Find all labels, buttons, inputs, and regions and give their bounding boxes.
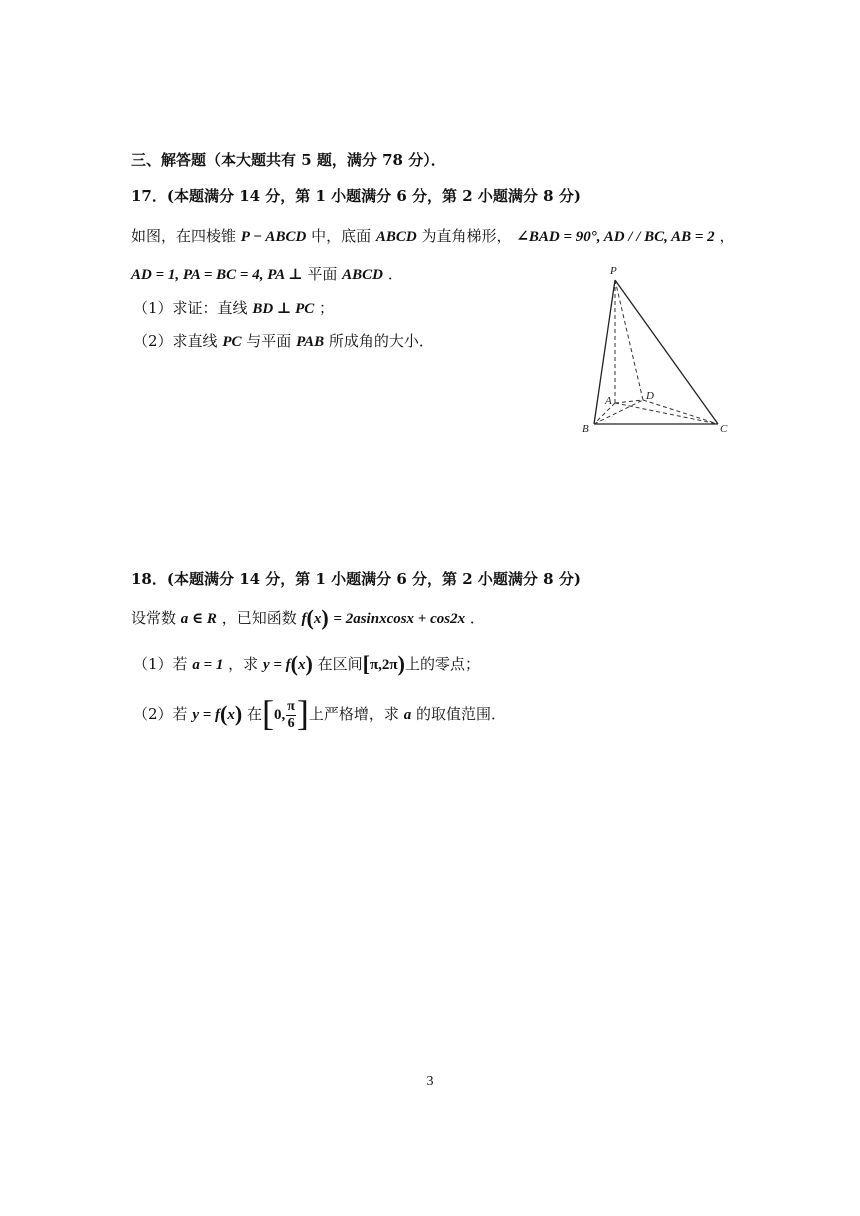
bracket-open: [	[261, 693, 274, 733]
q18-a-in-r: a ∈ R	[180, 611, 217, 627]
q17-part1-label: （1）求证：直线	[133, 299, 248, 317]
q18-p2-y: y = f	[192, 707, 221, 723]
q18-text: 设常数	[131, 609, 177, 627]
q18-p1-y: y = f	[262, 657, 291, 673]
q17-plane: ABCD	[342, 267, 384, 283]
paren-close: )	[397, 651, 405, 676]
q17-part1-expr: BD ⊥ PC	[252, 301, 315, 317]
q18-p1-label: （1）若	[133, 655, 188, 673]
q17-part2-pab: PAB	[296, 334, 325, 350]
q17-part-2	[133, 331, 434, 352]
bracket-open: [	[362, 651, 370, 676]
q18-text: 的取值范围．	[415, 705, 506, 723]
fraction-numerator: π	[287, 698, 295, 714]
q18-f-name: f	[301, 611, 307, 627]
q17-text: 中，底面	[311, 227, 372, 245]
bracket-close: ]	[296, 693, 309, 733]
q17-text: ；	[319, 299, 335, 317]
label-b: B	[582, 423, 589, 435]
q18-f-var: x	[227, 707, 235, 723]
edge-pd	[615, 280, 643, 400]
q18-text: 在	[246, 705, 262, 723]
section-header: 三、解答题（本大题共有 5 题，满分 78 分）．	[131, 151, 446, 169]
q17-part2-pc: PC	[222, 334, 242, 350]
q18-text: 上严格增，求	[308, 705, 399, 723]
q18-p2-zero: 0,	[273, 707, 286, 723]
q17-text: 如图，在四棱锥	[131, 227, 237, 245]
fraction-pi-over-6	[286, 699, 296, 732]
pyramid-figure	[578, 262, 738, 438]
q18-text: 上的零点；	[404, 655, 480, 673]
q18-p1-interval: π,2π	[369, 657, 398, 673]
paren-close: )	[321, 605, 329, 630]
paren-open: (	[220, 701, 228, 726]
paren-open: (	[306, 605, 314, 630]
q17-part2-label: （2）求直线	[133, 332, 218, 350]
q18-part-2	[133, 693, 506, 733]
q17-condition-1: ∠BAD = 90°, AD / / BC, AB = 2	[516, 229, 715, 245]
q17-text: 与平面	[246, 332, 292, 350]
q18-f-body: = 2asinxcosx + cos2x	[333, 611, 466, 627]
q17-text: 为直角梯形，	[421, 227, 512, 245]
q17-part-1	[133, 298, 334, 319]
q17-text: ，	[719, 227, 735, 245]
q18-p2-label: （2）若	[133, 705, 188, 723]
q17-title: 17．(本题满分 14 分，第 1 小题满分 6 分，第 2 小题满分 8 分)	[131, 187, 581, 205]
q18-f-var: x	[298, 657, 306, 673]
q18-text: ，求	[228, 655, 259, 673]
paren-close: )	[305, 651, 313, 676]
q18-text: ．	[469, 609, 485, 627]
q18-p2-a: a	[403, 707, 412, 723]
q18-title: 18．(本题满分 14 分，第 1 小题满分 6 分，第 2 小题满分 8 分)	[131, 570, 581, 588]
paren-open: (	[290, 651, 298, 676]
q18-stem	[131, 606, 485, 629]
q17-text: ．	[387, 265, 403, 283]
q17-stem-line1	[131, 226, 734, 247]
q18-text: ，已知函数	[221, 609, 297, 627]
edge-ac	[615, 403, 718, 424]
edge-pc	[615, 280, 718, 424]
q17-text: 平面	[307, 265, 338, 283]
page-number: 3	[426, 1074, 434, 1089]
q18-part-1	[133, 652, 480, 675]
q17-condition-2: AD = 1, PA = BC = 4, PA ⊥	[131, 267, 303, 283]
edge-dc	[643, 400, 718, 424]
q17-base: ABCD	[375, 229, 417, 245]
label-a: A	[605, 395, 612, 407]
paren-close: )	[234, 701, 243, 726]
q18-p1-a: a = 1	[192, 657, 224, 673]
q17-stem-line2	[131, 264, 403, 285]
q17-pyramid: P − ABCD	[240, 229, 307, 245]
label-p: P	[610, 265, 617, 277]
label-c: C	[720, 423, 728, 435]
q18-f-var: x	[313, 611, 322, 627]
label-d: D	[646, 390, 654, 402]
q18-text: 在区间	[317, 655, 363, 673]
q17-text: 所成角的大小．	[328, 332, 434, 350]
fraction-denominator: 6	[287, 715, 295, 731]
